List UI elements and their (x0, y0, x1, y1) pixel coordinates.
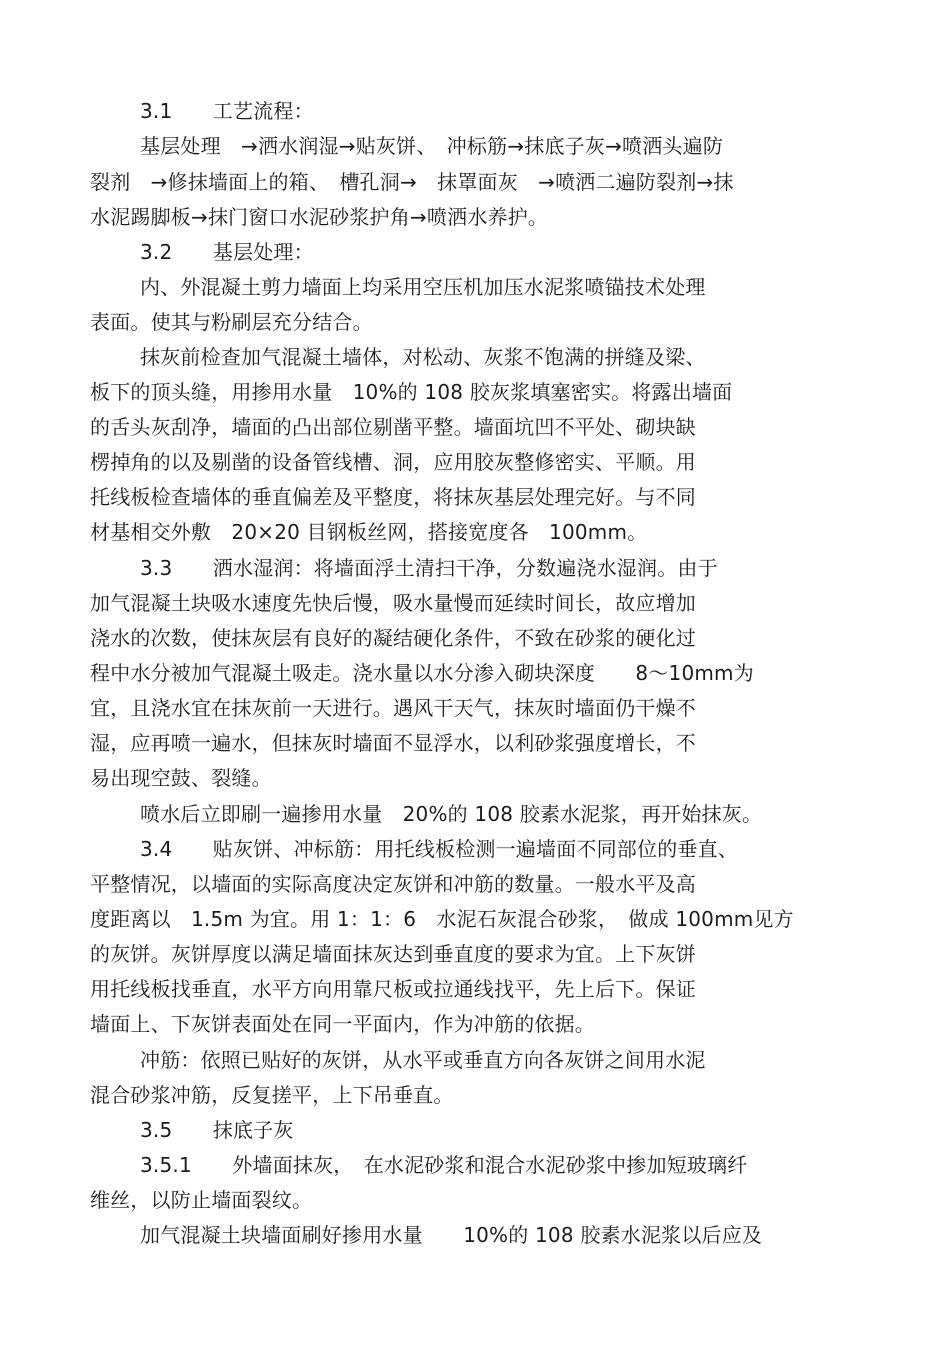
paragraph-line: 裂剂 →修抹墙面上的箱、 槽孔洞→ 抹罩面灰 →喷洒二遍防裂剂→抹 (90, 170, 734, 194)
paragraph-line: 材基相交外敷 20×20 目钢板丝网，搭接宽度各 100mm。 (90, 520, 648, 544)
paragraph-line: 加气混凝土块吸水速度先快后慢，吸水量慢而延续时间长，故应增加 (90, 591, 696, 615)
paragraph-line: 易出现空鼓、裂缝。 (90, 766, 272, 790)
section-heading: 3.3 洒水湿润：将墙面浮土清扫干净，分数遍浇水湿润。由于 (140, 556, 718, 580)
paragraph-line: 冲筋：依照已贴好的灰饼，从水平或垂直方向各灰饼之间用水泥 (140, 1048, 706, 1072)
paragraph-line: 程中水分被加气混凝土吸走。浇水量以水分渗入砌块深度 8～10mm为 (90, 661, 754, 685)
paragraph-line: 加气混凝土块墙面刷好掺用水量 10%的 108 胶素水泥浆以后应及 (140, 1223, 763, 1247)
section-heading: 3.1 工艺流程： (140, 99, 314, 123)
paragraph-line: 湿，应再喷一遍水，但抹灰时墙面不显浮水，以利砂浆强度增长，不 (90, 731, 696, 755)
section-heading: 3.5.1 外墙面抹灰， 在水泥砂浆和混合水泥砂浆中掺加短玻璃纤 (140, 1153, 748, 1177)
paragraph-line: 板下的顶头缝，用掺用水量 10%的 108 胶灰浆填塞密实。将露出墙面 (90, 380, 733, 404)
paragraph-line: 宜，且浇水宜在抹灰前一天进行。遇风干天气，抹灰时墙面仍干燥不 (90, 696, 696, 720)
paragraph-line: 平整情况，以墙面的实际高度决定灰饼和冲筋的数量。一般水平及高 (90, 872, 696, 896)
paragraph-line: 浇水的次数，使抹灰层有良好的凝结硬化条件，不致在砂浆的硬化过 (90, 626, 696, 650)
paragraph-line: 喷水后立即刷一遍掺用水量 20%的 108 胶素水泥浆，再开始抹灰。 (140, 802, 763, 826)
paragraph-line: 用托线板找垂直，水平方向用靠尺板或拉通线找平，先上后下。保证 (90, 977, 696, 1001)
paragraph-line: 的舌头灰刮净，墙面的凸出部位剔凿平整。墙面坑凹不平处、砌块缺 (90, 415, 696, 439)
paragraph-line: 混合砂浆冲筋，反复搓平，上下吊垂直。 (90, 1083, 454, 1107)
paragraph-line: 水泥踢脚板→抹门窗口水泥砂浆护角→喷洒水养护。 (90, 205, 549, 229)
paragraph-line: 托线板检查墙体的垂直偏差及平整度，将抹灰基层处理完好。与不同 (90, 485, 696, 509)
paragraph-line: 度距离以 1.5m 为宜。用 1：1：6 水泥石灰混合砂浆， 做成 100mm见方 (90, 907, 794, 931)
paragraph-line: 维丝，以防止墙面裂纹。 (90, 1188, 313, 1212)
section-heading: 3.2 基层处理： (140, 240, 314, 264)
paragraph-line: 墙面上、下灰饼表面处在同一平面内，作为冲筋的依据。 (90, 1012, 595, 1036)
section-heading: 3.4 贴灰饼、冲标筋：用托线板检测一遍墙面不同部位的垂直、 (140, 837, 739, 861)
paragraph-line: 表面。使其与粉刷层充分结合。 (90, 310, 373, 334)
paragraph-line: 的灰饼。灰饼厚度以满足墙面抹灰达到垂直度的要求为宜。上下灰饼 (90, 942, 696, 966)
section-heading: 3.5 抹底子灰 (140, 1118, 294, 1142)
paragraph-line: 内、外混凝土剪力墙面上均采用空压机加压水泥浆喷锚技术处理 (140, 275, 706, 299)
paragraph-line: 基层处理 →洒水润湿→贴灰饼、 冲标筋→抹底子灰→喷洒头遍防 (140, 134, 724, 158)
paragraph-line: 楞掉角的以及剔凿的设备管线槽、洞，应用胶灰整修密实、平顺。用 (90, 450, 696, 474)
paragraph-line: 抹灰前检查加气混凝土墙体，对松动、灰浆不饱满的拼缝及梁、 (140, 345, 706, 369)
